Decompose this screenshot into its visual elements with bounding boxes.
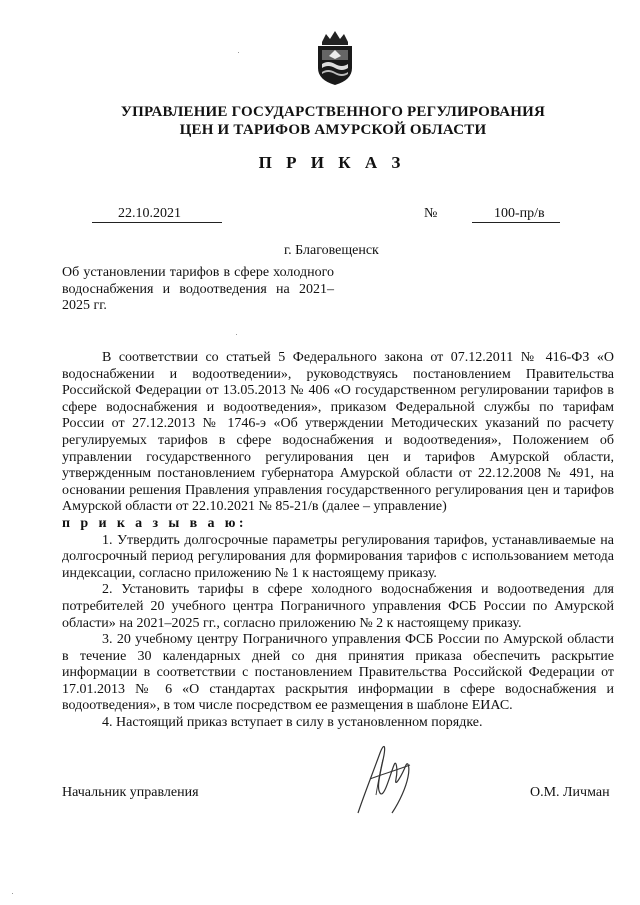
coat-of-arms-icon — [312, 28, 358, 88]
signer-name: О.М. Личман — [530, 785, 610, 800]
preamble-paragraph: В соответствии со статьей 5 Федерального закона от 07.12.2011 № 416-ФЗ «О водоснабжении и водоотведении», руководствуясь постановлением Правительства Российской Федерации от 13.05.2013 № 406 «О государственном регулировании тарифов в сфере водоснабжения и водоотведения», приказом Федеральной службы по тарифам России от 27.12.2013 № 1746-э «Об утверждении Методических указаний по расчету регулируемых тарифов в сфере водоснабжения и водоотведения», Положением об управлении государственного регулирования цен и тарифов Амурской области, утвержденным постановлением губернатора Амурской области от 22.12.2008 № 491, на основании решения Правления управления государственного регулирования цен и тарифов Амурской области от 22.10.2021 № 85-21/в (далее – управление) — [62, 350, 614, 515]
document-number: 100-пр/в — [494, 206, 545, 221]
scan-speck — [236, 334, 237, 335]
order-word: п р и к а з ы в а ю: — [62, 515, 247, 531]
order-item-1: 1. Утвердить долгосрочные параметры регулирования тарифов, устанавливаемые на долгосрочный период регулирования для формирования тарифов с использованием метода индексации, согласно приложению № 1 к настоящему приказу. — [62, 532, 614, 581]
document-subject: Об установлении тарифов в сфере холодного водоснабжения и водоотведения на 2021–2025 гг. — [62, 265, 334, 313]
scan-speck — [12, 893, 13, 894]
number-sign: № — [424, 206, 438, 221]
document-title: П Р И К А З — [258, 153, 406, 172]
order-item-2: 2. Установить тарифы в сфере холодного водоснабжения и водоотведения для потребителей 20 учебного центра Пограничного управления ФСБ России по Амурской области» на 2021–2025 гг., согласно приложению № 2 к настоящему приказу. — [62, 582, 614, 631]
signer-position: Начальник управления — [62, 785, 199, 800]
number-underline — [472, 222, 560, 223]
date-underline — [92, 222, 222, 223]
handwritten-signature-icon — [350, 735, 430, 825]
scan-speck — [238, 52, 239, 53]
organization-name-line-1: УПРАВЛЕНИЕ ГОСУДАРСТВЕННОГО РЕГУЛИРОВАНИЯ — [120, 104, 546, 120]
document-date: 22.10.2021 — [118, 206, 181, 221]
document-body — [62, 350, 614, 732]
order-item-3: 3. 20 учебному центру Пограничного управления ФСБ России по Амурской области в течение 30 календарных дней со дня принятия приказа обеспечить раскрытие информации в соответствии с постановлением Правительства Российской Федерации от 17.01.2013 № 6 «О стандартах раскрытия информации в сфере водоснабжения и водоотведения», в том числе посредством ее размещения в шаблоне ЕИАС. — [62, 632, 614, 714]
organization-name-line-2: ЦЕН И ТАРИФОВ АМУРСКОЙ ОБЛАСТИ — [179, 122, 487, 138]
city: г. Благовещенск — [284, 243, 379, 258]
order-item-4: 4. Настоящий приказ вступает в силу в установленном порядке. — [102, 715, 483, 731]
